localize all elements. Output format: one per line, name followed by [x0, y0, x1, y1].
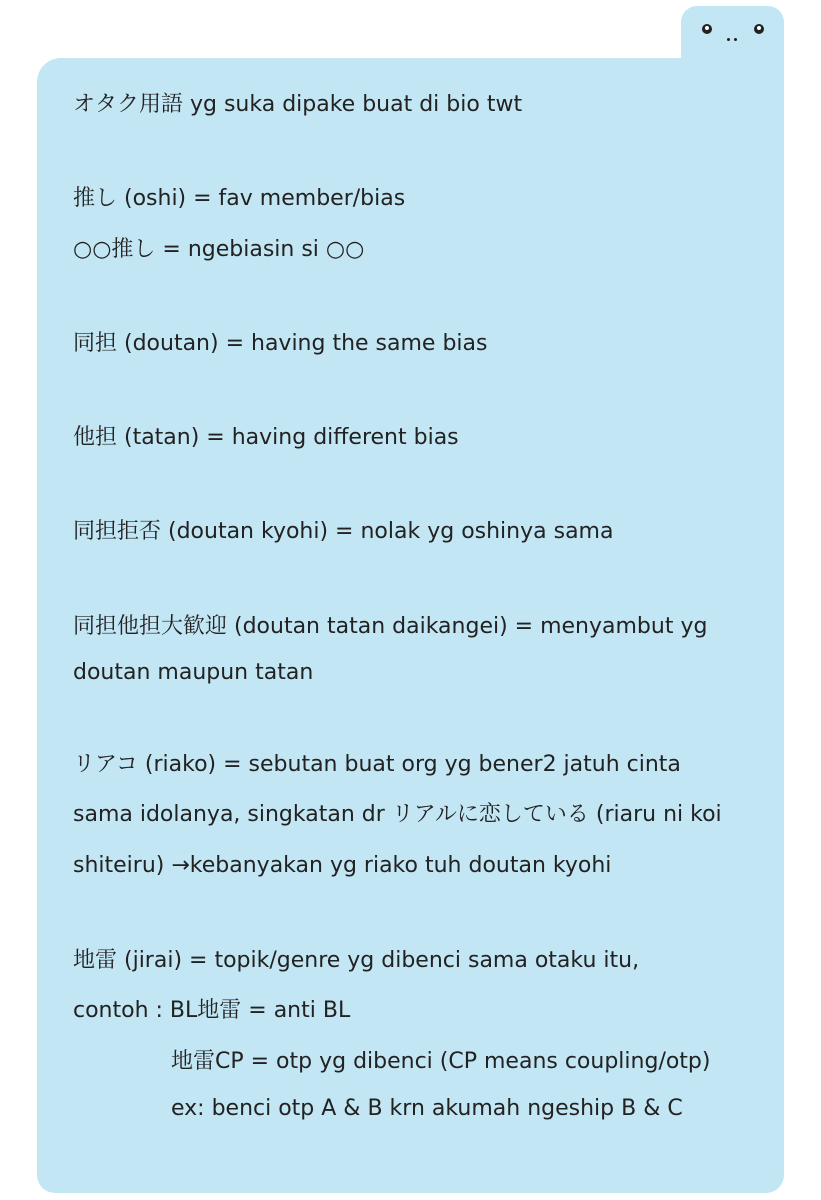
- daikangei-definition: 同担他担大歓迎 (doutan tatan daikangei) = menyambut yg: [73, 614, 708, 639]
- riako-definition: リアコ (riako) = sebutan buat org yg bener2 jatuh cinta: [73, 752, 681, 777]
- doutan-kyohi-definition: 同担拒否 (doutan kyohi) = nolak yg oshinya sama: [73, 519, 614, 544]
- riako-definition-line-2: sama idolanya, singkatan dr リアルに恋している (riaru ni koi: [73, 802, 722, 827]
- oshi-definition: 推し (oshi) = fav member/bias: [73, 186, 406, 211]
- tatan-definition: 他担 (tatan) = having different bias: [73, 425, 459, 450]
- mouth-icon: [727, 38, 739, 42]
- jirai-cp-example-detail: ex: benci otp A & B krn akumah ngeship B & C: [171, 1096, 683, 1121]
- note-title: オタク用語 yg suka dipake buat di bio twt: [73, 92, 523, 117]
- oshi-example: ○○推し = ngebiasin si ○○: [73, 237, 365, 262]
- jirai-cp-example: 地雷CP = otp yg dibenci (CP means coupling/otp): [171, 1049, 711, 1074]
- riako-definition-line-3: shiteiru) →kebanyakan yg riako tuh doutan kyohi: [73, 853, 612, 878]
- jirai-definition: 地雷 (jirai) = topik/genre yg dibenci sama otaku itu,: [73, 948, 640, 973]
- left-eye-icon: [702, 24, 712, 34]
- jirai-example: contoh : BL地雷 = anti BL: [73, 998, 351, 1023]
- doutan-definition: 同担 (doutan) = having the same bias: [73, 331, 488, 356]
- daikangei-definition-continued: doutan maupun tatan: [73, 660, 314, 685]
- right-eye-icon: [754, 24, 764, 34]
